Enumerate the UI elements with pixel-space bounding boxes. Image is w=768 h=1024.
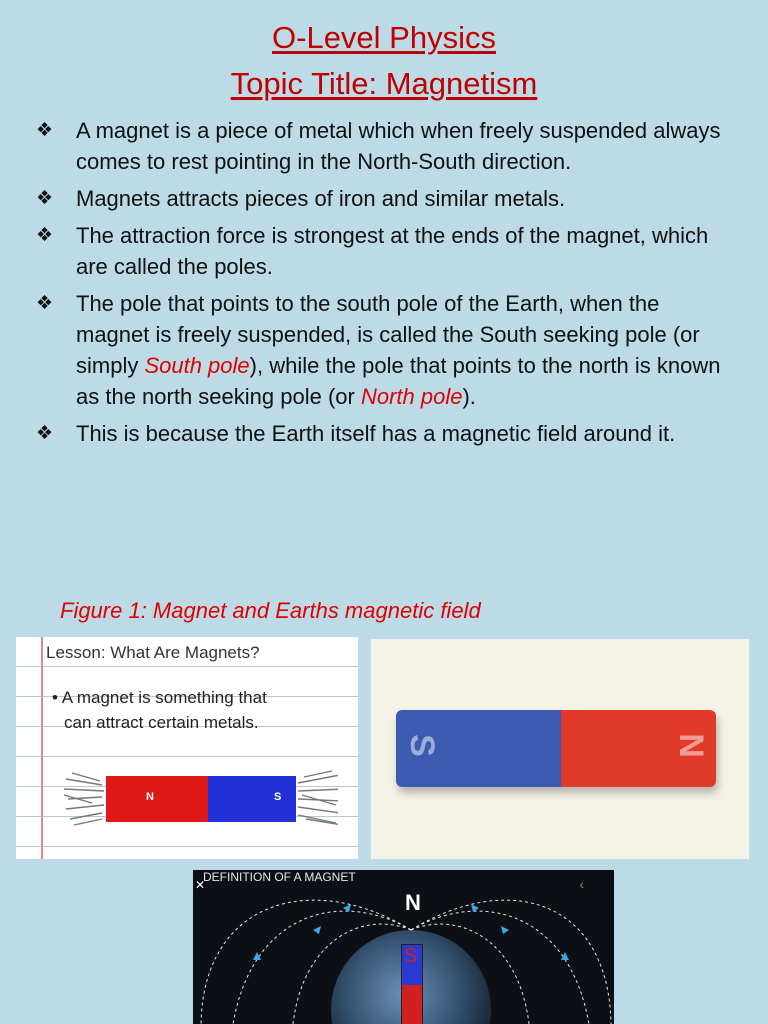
- iron-filings-left-icon: [62, 769, 104, 829]
- bullet-item: [36, 288, 736, 412]
- north-pole-term: North pole: [360, 384, 463, 409]
- bar-magnet-photo: [371, 639, 749, 859]
- bullet-item: [36, 115, 736, 177]
- diamond-bullet-icon: ❖: [36, 188, 54, 209]
- earth-magnet-south-label: S: [404, 945, 418, 967]
- magnet-south-half: [208, 776, 296, 822]
- bullet-item: [36, 220, 736, 282]
- bullet-item: [36, 183, 736, 214]
- magnet-south-label: S: [274, 791, 282, 803]
- bullet-text-part: ), while the pole that points to the north is known as the north seeking pole (or: [76, 353, 721, 409]
- lesson-heading: Lesson: What Are Magnets?: [46, 643, 260, 662]
- page-title-topic: Topic Title: Magnetism: [230, 66, 538, 101]
- notebook-margin-line: [41, 637, 43, 859]
- photo-magnet-south-label: S: [402, 734, 441, 757]
- bar-magnet-diagram: [106, 776, 296, 822]
- diamond-bullet-icon: ❖: [36, 120, 54, 141]
- earth-magnet-bottom-half: [402, 985, 422, 1024]
- earth-bar-magnet: [401, 944, 423, 1024]
- page-title-course: O-Level Physics: [272, 20, 496, 55]
- lesson-point: [52, 685, 267, 735]
- earth-magnetic-field-image: [193, 870, 614, 1024]
- lesson-point-line: • A magnet is something that: [52, 688, 267, 707]
- diamond-bullet-icon: ❖: [36, 423, 54, 444]
- lesson-notebook-image: [16, 637, 358, 859]
- magnet-north-label: N: [146, 791, 154, 803]
- bullet-list: [36, 115, 736, 455]
- diamond-bullet-icon: ❖: [36, 293, 54, 314]
- bullet-text-part: ).: [462, 384, 476, 409]
- bullet-text-part: The pole that points to the south pole of the Earth, when the magnet is freely suspended, is called the South seeking pole (or simply: [76, 291, 700, 378]
- bullet-text: The attraction force is strongest at the ends of the magnet, which are called the poles.: [76, 223, 709, 279]
- earth-north-label: N: [405, 890, 421, 915]
- bullet-text: A magnet is a piece of metal which when freely suspended always comes to rest pointing in the North-South direction.: [76, 118, 721, 174]
- figure-caption: Figure 1: Magnet and Earths magnetic field: [60, 598, 481, 623]
- diamond-bullet-icon: ❖: [36, 225, 54, 246]
- close-icon: ✕: [195, 878, 206, 892]
- photo-magnet-north-label: N: [671, 733, 710, 758]
- bullet-text: [76, 288, 736, 412]
- image-header-text: DEFINITION OF A MAGNET: [203, 870, 356, 884]
- bullet-text: This is because the Earth itself has a magnetic field around it.: [76, 421, 676, 446]
- iron-filings-right-icon: [296, 769, 338, 829]
- bullet-text: Magnets attracts pieces of iron and similar metals.: [76, 186, 566, 211]
- magnet-north-half: [106, 776, 208, 822]
- chevron-left-icon: ‹: [579, 876, 584, 892]
- photo-magnet: [396, 710, 716, 787]
- lesson-point-line: can attract certain metals.: [64, 713, 259, 732]
- bullet-item: [36, 418, 736, 449]
- south-pole-term: South pole: [144, 353, 250, 378]
